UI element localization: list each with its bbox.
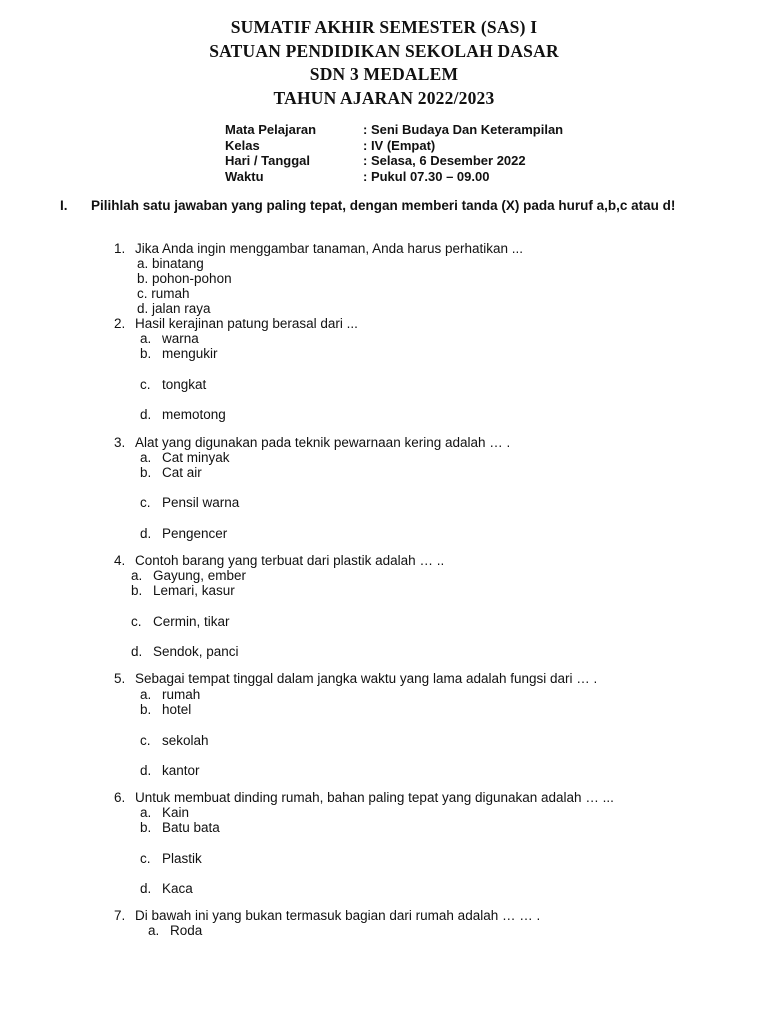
option-6a <box>140 805 189 820</box>
school-level: SATUAN PENDIDIKAN SEKOLAH DASAR <box>209 40 559 61</box>
exam-header <box>0 16 768 110</box>
academic-year: TAHUN AJARAN 2022/2023 <box>273 87 495 108</box>
option-letter: d. <box>140 763 152 778</box>
exam-info <box>225 122 563 184</box>
info-value: : IV (Empat) <box>363 137 436 153</box>
question-number: 3. <box>114 435 126 450</box>
option-text: mengukir <box>162 346 218 361</box>
option-letter: c. <box>140 733 151 748</box>
option-2c <box>140 377 206 392</box>
question-number: 7. <box>114 908 126 923</box>
info-row-subject <box>225 122 563 138</box>
question-1 <box>114 241 523 256</box>
info-label: Kelas <box>225 137 260 153</box>
option-text: memotong <box>162 407 226 422</box>
option-3c <box>140 495 239 510</box>
question-2 <box>114 316 358 331</box>
option-letter: b. <box>140 820 152 835</box>
option-5a <box>140 687 200 702</box>
exam-title: SUMATIF AKHIR SEMESTER (SAS) I <box>230 17 538 37</box>
info-row-time <box>225 169 563 185</box>
option-text: Cat minyak <box>162 450 230 465</box>
option-1d: d. jalan raya <box>137 301 211 316</box>
option-text: Batu bata <box>162 820 220 835</box>
section-number: I. <box>60 198 68 213</box>
question-number: 4. <box>114 553 126 568</box>
option-text: warna <box>162 331 199 346</box>
option-1c: c. rumah <box>137 286 190 301</box>
question-number: 1. <box>114 241 126 256</box>
option-letter: a. <box>148 923 160 938</box>
option-6b <box>140 820 220 835</box>
option-text: tongkat <box>162 377 207 392</box>
option-3a <box>140 450 230 465</box>
option-letter: d. <box>140 526 152 541</box>
option-3d <box>140 526 227 541</box>
option-letter: b. <box>140 465 152 480</box>
question-6 <box>114 790 614 805</box>
question-text: Jika Anda ingin menggambar tanaman, Anda harus perhatikan ... <box>135 241 523 256</box>
question-4 <box>114 553 444 568</box>
option-letter: d. <box>131 644 143 659</box>
option-3b <box>140 465 202 480</box>
question-3 <box>114 435 510 450</box>
option-text: Kaca <box>162 881 193 896</box>
option-text: Gayung, ember <box>153 568 247 583</box>
option-text: Cat air <box>162 465 202 480</box>
option-letter: b. <box>140 346 152 361</box>
option-letter: a. <box>140 450 152 465</box>
info-label: Hari / Tanggal <box>225 153 310 168</box>
question-number: 6. <box>114 790 126 805</box>
info-value: : Selasa, 6 Desember 2022 <box>363 153 526 168</box>
option-letter: d. <box>140 407 152 422</box>
option-letter: c. <box>131 614 142 629</box>
question-text: Hasil kerajinan patung berasal dari ... <box>135 316 358 331</box>
option-text: Lemari, kasur <box>153 583 235 598</box>
option-letter: a. <box>140 805 152 820</box>
section-text: Pilihlah satu jawaban yang paling tepat, dengan memberi tanda (X) pada huruf a,b,c atau d! <box>91 198 676 213</box>
option-text: rumah <box>162 687 201 702</box>
option-4b <box>131 583 235 598</box>
option-text: Cermin, tikar <box>153 614 230 629</box>
question-7 <box>114 908 540 923</box>
option-6d <box>140 881 193 896</box>
info-row-class <box>225 138 563 154</box>
option-2b <box>140 346 218 361</box>
option-letter: a. <box>131 568 143 583</box>
question-text: Sebagai tempat tinggal dalam jangka waktu yang lama adalah fungsi dari … . <box>135 671 598 686</box>
option-letter: c. <box>140 851 151 866</box>
option-text: Sendok, panci <box>153 644 239 659</box>
option-5b <box>140 702 191 717</box>
info-label: Waktu <box>225 168 264 184</box>
option-5d <box>140 763 200 778</box>
info-value: : Pukul 07.30 – 09.00 <box>363 168 490 184</box>
question-number: 2. <box>114 316 126 331</box>
option-letter: d. <box>140 881 152 896</box>
option-letter: b. <box>131 583 143 598</box>
option-2d <box>140 407 226 422</box>
option-4c <box>131 614 230 629</box>
option-7a <box>148 923 202 938</box>
option-text: kantor <box>162 763 200 778</box>
option-letter: b. <box>140 702 152 717</box>
question-text: Di bawah ini yang bukan termasuk bagian dari rumah adalah … … . <box>135 908 541 923</box>
question-5 <box>114 671 597 686</box>
question-number: 5. <box>114 671 126 686</box>
option-text: hotel <box>162 702 192 717</box>
option-letter: c. <box>140 377 151 392</box>
info-label: Mata Pelajaran <box>225 122 317 137</box>
option-4d <box>131 644 239 659</box>
info-row-date <box>225 153 563 169</box>
question-text: Alat yang digunakan pada teknik pewarnaan kering adalah … . <box>135 435 511 450</box>
option-text: Pensil warna <box>162 495 240 510</box>
option-text: Roda <box>170 923 203 938</box>
question-text: Contoh barang yang terbuat dari plastik adalah … .. <box>135 553 445 568</box>
option-1a: a. binatang <box>137 256 204 271</box>
option-text: Plastik <box>162 851 202 866</box>
option-letter: c. <box>140 495 151 510</box>
option-letter: a. <box>140 687 152 702</box>
option-letter: a. <box>140 331 152 346</box>
option-2a <box>140 331 199 346</box>
option-1b: b. pohon-pohon <box>137 271 232 286</box>
option-text: sekolah <box>162 733 209 748</box>
option-4a <box>131 568 246 583</box>
option-text: Kain <box>162 805 190 820</box>
school-name: SDN 3 MEDALEM <box>309 64 459 84</box>
info-value: : Seni Budaya Dan Keterampilan <box>363 122 564 137</box>
option-6c <box>140 851 202 866</box>
option-5c <box>140 733 209 748</box>
question-text: Untuk membuat dinding rumah, bahan paling tepat yang digunakan adalah … ... <box>135 790 614 805</box>
option-text: Pengencer <box>162 526 228 541</box>
